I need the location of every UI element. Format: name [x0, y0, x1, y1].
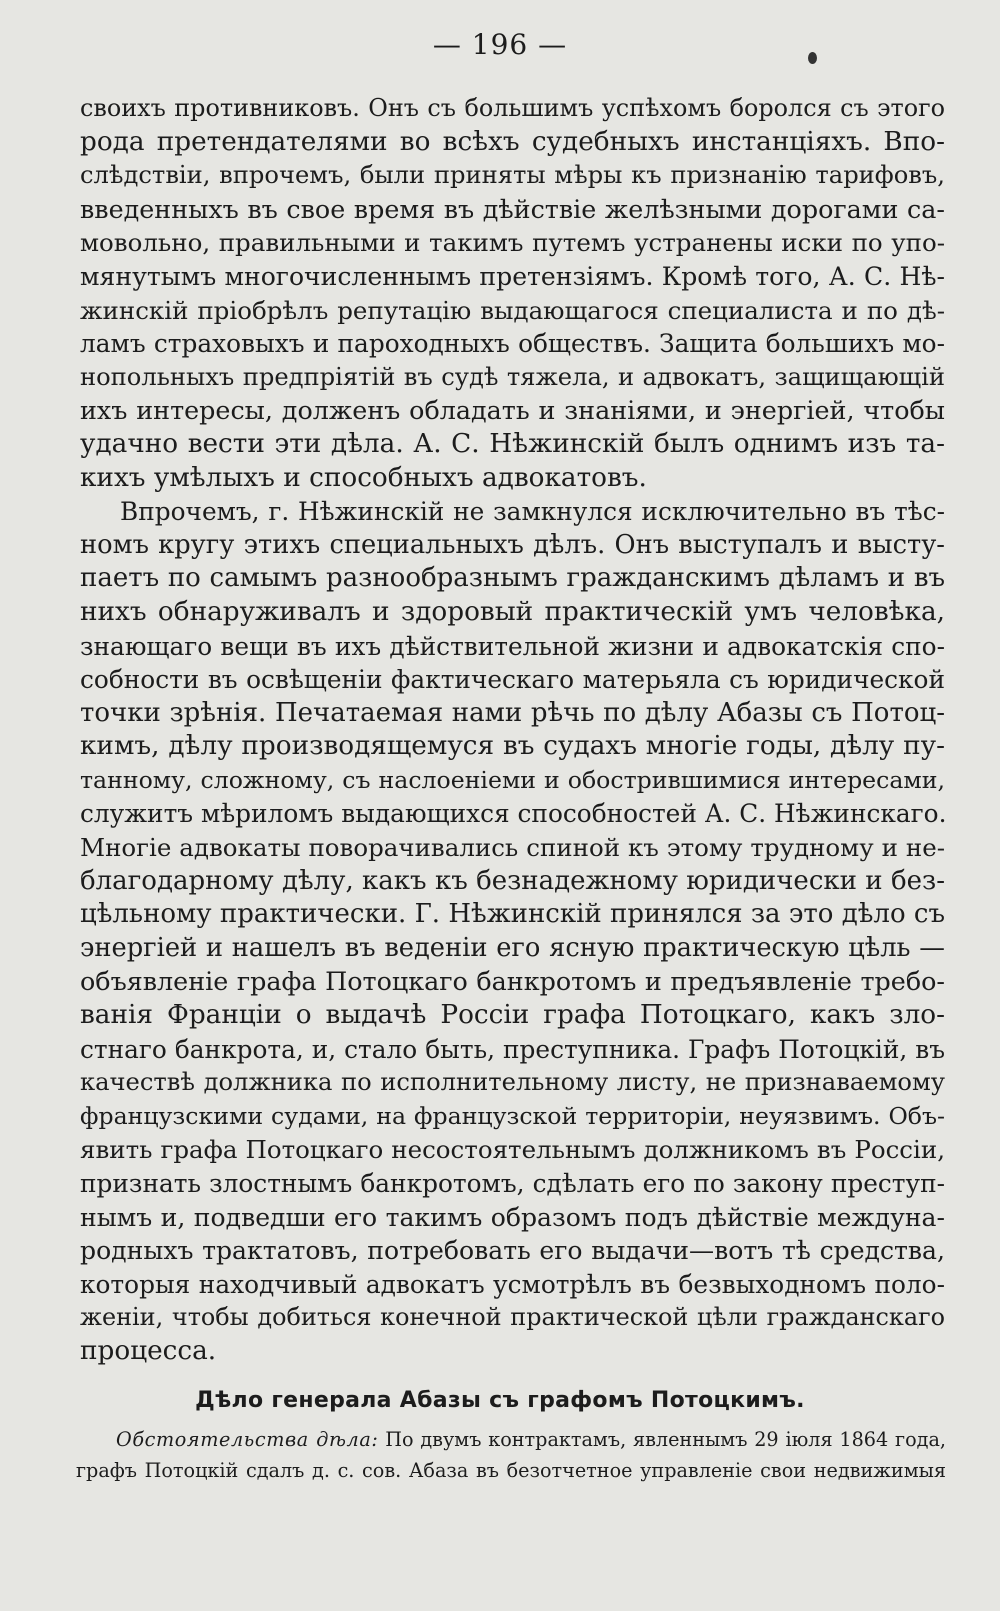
text-line: Впрочемъ, г. Нѣжинскій не замкнулся исключительно въ тѣс-: [120, 497, 945, 527]
text-line: признать злостнымъ банкротомъ, сдѣлать его по закону преступ-: [80, 1169, 945, 1198]
text-line: благодарному дѣлу, какъ къ безнадежному юридически и без-: [80, 865, 945, 896]
text-line: номъ кругу этихъ специальныхъ дѣлъ. Онъ выступалъ и высту-: [80, 529, 945, 560]
paragraph-1: [80, 92, 945, 495]
text-line: мовольно, правильными и такимъ путемъ устранены иски по упо-: [80, 228, 945, 258]
text-line: паетъ по самымъ разнообразнымъ гражданскимъ дѣламъ и въ: [80, 563, 945, 594]
text-line: стнаго банкрота, и, стало быть, преступника. Графъ Потоцкій, въ: [80, 1034, 945, 1064]
text-line: кимъ, дѣлу производящемуся въ судахъ многіе годы, дѣлу пу-: [80, 731, 945, 762]
body-text: [80, 92, 945, 1369]
text-line: ламъ страховыхъ и пароходныхъ обществъ. Защита большихъ мо-: [80, 329, 945, 359]
text-line: нымъ и, подведши его такимъ образомъ подъ дѣйствіе междуна-: [80, 1202, 945, 1232]
text-line: ихъ интересы, долженъ обладать и знаніями, и энергіей, чтобы: [80, 395, 945, 426]
text-line: энергіей и нашелъ въ веденіи его ясную практическую цѣль —: [80, 932, 945, 963]
text-line: ванія Франціи о выдачѣ Россіи графа Потоцкаго, какъ зло-: [80, 1000, 945, 1031]
page-number: — 196 —: [432, 28, 568, 61]
text-line: объявленіе графа Потоцкаго банкротомъ и предъявленіе требо-: [80, 966, 945, 997]
case-text-line: графъ Потоцкій сдалъ д. с. сов. Абаза въ безотчетное управленіе свои недвижимыя: [76, 1459, 946, 1482]
text-line: слѣдствіи, впрочемъ, были приняты мѣры къ признанію тарифовъ,: [80, 161, 945, 190]
ink-spot: [808, 52, 817, 64]
text-line: процесса.: [80, 1335, 217, 1366]
text-line: качествѣ должника по исполнительному листу, не признаваемому: [80, 1068, 945, 1097]
text-line: мянутымъ многочисленнымъ претензіямъ. Кромѣ того, А. С. Нѣ-: [80, 261, 945, 291]
text-line: жинскій пріобрѣлъ репутацію выдающагося специалиста и по дѣ-: [80, 295, 945, 325]
text-line: родныхъ трактатовъ, потребовать его выдачи—вотъ тѣ средства,: [80, 1236, 945, 1266]
text-line: цѣльному практически. Г. Нѣжинскій принялся за это дѣло съ: [80, 899, 945, 930]
text-line: служитъ мѣриломъ выдающихся способностей А. С. Нѣжинскаго.: [80, 799, 947, 829]
text-line: французскими судами, на французской территоріи, неуязвимъ. Объ-: [80, 1101, 945, 1130]
text-line: танному, сложному, съ наслоеніеми и обострившимися интересами,: [80, 765, 945, 794]
section-title: Дѣло генерала Абазы съ графомъ Потоцкимъ.: [195, 1388, 805, 1413]
text-line: которыя находчивый адвокатъ усмотрѣлъ въ безвыходномъ поло-: [80, 1269, 945, 1299]
text-line: явить графа Потоцкаго несостоятельнымъ должникомъ въ Россіи,: [80, 1135, 945, 1165]
text-line: своихъ противниковъ. Онъ съ большимъ успѣхомъ боролся съ этого: [80, 94, 945, 122]
text-line: Многіе адвокаты поворачивались спиной къ этому трудному и не-: [80, 833, 945, 863]
text-line: нихъ обнаруживалъ и здоровый практическій умъ человѣка,: [80, 596, 945, 627]
text-line: кихъ умѣлыхъ и способныхъ адвокатовъ.: [80, 462, 647, 493]
text-line: удачно вести эти дѣла. А. С. Нѣжинскій былъ однимъ изъ та-: [80, 428, 945, 459]
case-label: Обстоятельства дѣла:: [116, 1428, 379, 1451]
text-line: точки зрѣнія. Печатаемая нами рѣчь по дѣлу Абазы съ Потоц-: [80, 697, 945, 728]
case-text: По двумъ контрактамъ, явленнымъ 29 іюля 1864 года,: [385, 1428, 946, 1451]
text-line: знающаго вещи въ ихъ дѣйствительной жизни и адвокатскія спо-: [80, 631, 945, 661]
text-line: введенныхъ въ свое время въ дѣйствіе желѣзными дорогами са-: [80, 193, 945, 224]
text-line: женіи, чтобы добиться конечной практической цѣли гражданскаго: [80, 1303, 945, 1332]
case-circumstances: [76, 1424, 946, 1486]
paragraph-2: [80, 495, 945, 1368]
text-line: нопольныхъ предпріятій въ судѣ тяжела, и адвокатъ, защищающій: [80, 362, 945, 391]
text-line: рода претендателями во всѣхъ судебныхъ инстанціяхъ. Впо-: [80, 126, 945, 157]
text-line: собности въ освѣщеніи фактическаго матерьяла съ юридической: [80, 665, 945, 695]
case-first-line: [76, 1424, 946, 1455]
